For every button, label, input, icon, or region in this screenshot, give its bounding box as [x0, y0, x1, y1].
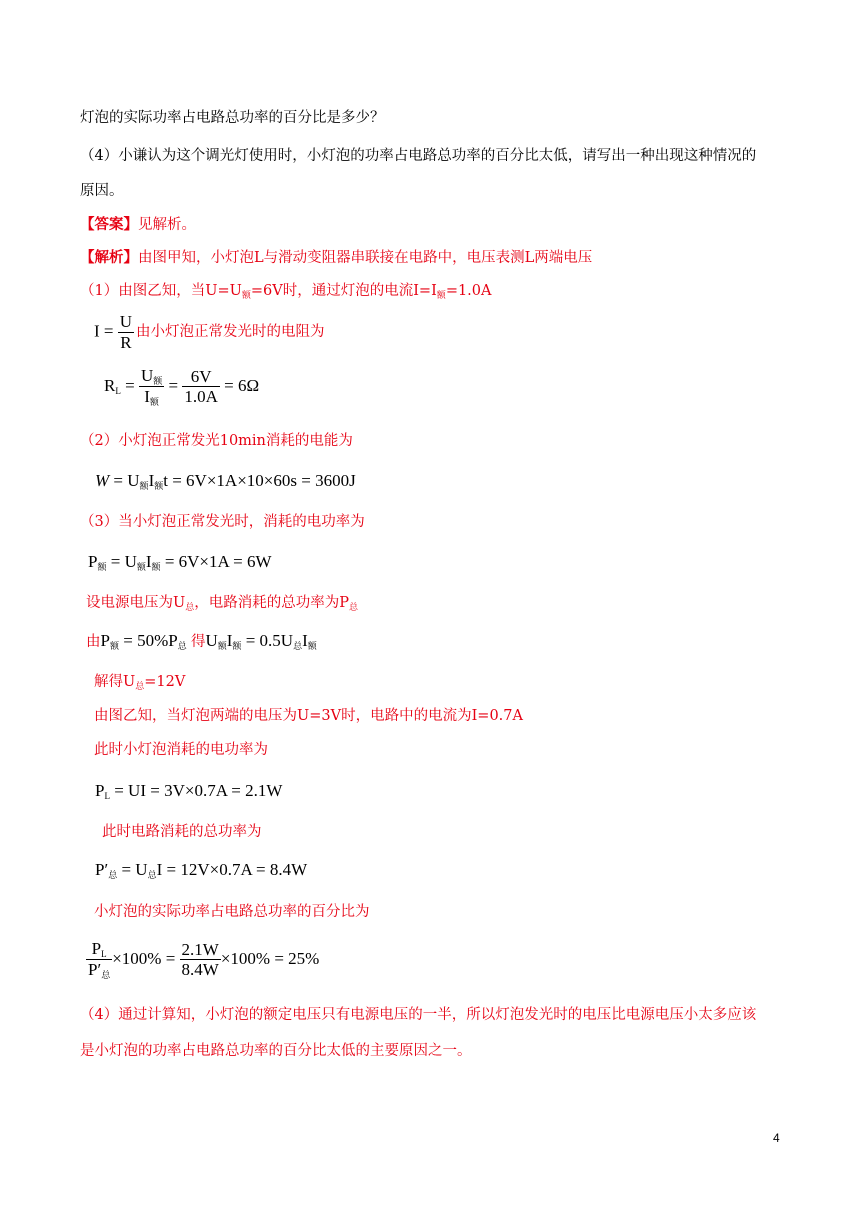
rated-power-formula: $P_额 = U_额I_额 = 6V\times 1A = 6W$ [88, 552, 272, 572]
question-tail: 灯泡的实际功率占电路总功率的百分比是多少？ [80, 110, 385, 126]
lamp-power-line: 此时小灯泡消耗的电功率为 [94, 742, 268, 758]
from-mid: 得 [190, 634, 206, 650]
ratio-formula: $\frac{P_L}{P'_总}$ ×100% = $\frac{2.1W}{8.4W}$ ×100% = 25% [88, 939, 320, 981]
resistance-formula: $R_L$ = $\frac{U_额}{I_额}$ = $\frac{6V}{1.0A}$ = 6Ω [104, 366, 260, 408]
from-prefix: 由 [86, 634, 101, 650]
solve-line: 解得$U_总=12V$ [94, 674, 186, 692]
page-number: 4 [773, 1131, 780, 1145]
part1-line: （1）由图乙知，当$U=U_额=6V$时，通过灯泡的电流$I=I_额=1.0A$ [80, 283, 492, 301]
total-power-line: 此时电路消耗的总功率为 [102, 824, 262, 840]
answer-tag: 【答案】 [80, 216, 138, 233]
analysis-text: 由图甲知，小灯泡L与滑动变阻器串联接在电路中，电压表测L两端电压 [138, 250, 593, 266]
proportion-formula: 由$P_额 = 50\%P_总$ 得$U_额I_额 = 0.5U_总I_额$ [86, 631, 317, 651]
total-power-formula: $P'_总 = U_总I = 12V\times 0.7A = 8.4W$ [95, 860, 308, 880]
energy-formula: $W = U_额I_额t = 6V\times 1A\times 10\times 60s = 3600J$ [95, 471, 356, 491]
answer-text: 见解析。 [138, 217, 196, 233]
ohm-law-formula: I = $\frac{U}{R}$ [94, 312, 133, 352]
part3-line: （3）当小灯泡正常发光时，消耗的电功率为 [80, 514, 365, 530]
analysis-tag: 【解析】 [80, 249, 138, 266]
graph-line: 由图乙知，当灯泡两端的电压为U=3V时，电路中的电流为I=0.7A [94, 708, 523, 724]
lamp-power-formula: $P_L$ = UI = 3V×0.7A = 2.1W [95, 781, 283, 801]
part2-line: （2）小灯泡正常发光10min消耗的电能为 [80, 433, 353, 449]
set-voltage-line: 设电源电压为$U_总$，电路消耗的总功率为$P_总$ [86, 595, 359, 613]
question-4-line1: （4）小谦认为这个调光灯使用时，小灯泡的功率占电路总功率的百分比太低，请写出一种出现这种情况的 [80, 148, 757, 164]
part4-line2: 是小灯泡的功率占电路总功率的百分比太低的主要原因之一。 [80, 1043, 472, 1059]
part4-line1: （4）通过计算知，小灯泡的额定电压只有电源电压的一半，所以灯泡发光时的电压比电源电压小太多应该 [80, 1007, 757, 1023]
answer-line [80, 218, 196, 233]
ohm-law-suffix: 由小灯泡正常发光时的电阻为 [136, 324, 325, 340]
analysis-line [80, 251, 592, 266]
question-4-line2: 原因。 [80, 183, 124, 199]
ratio-line: 小灯泡的实际功率占电路总功率的百分比为 [94, 904, 370, 920]
